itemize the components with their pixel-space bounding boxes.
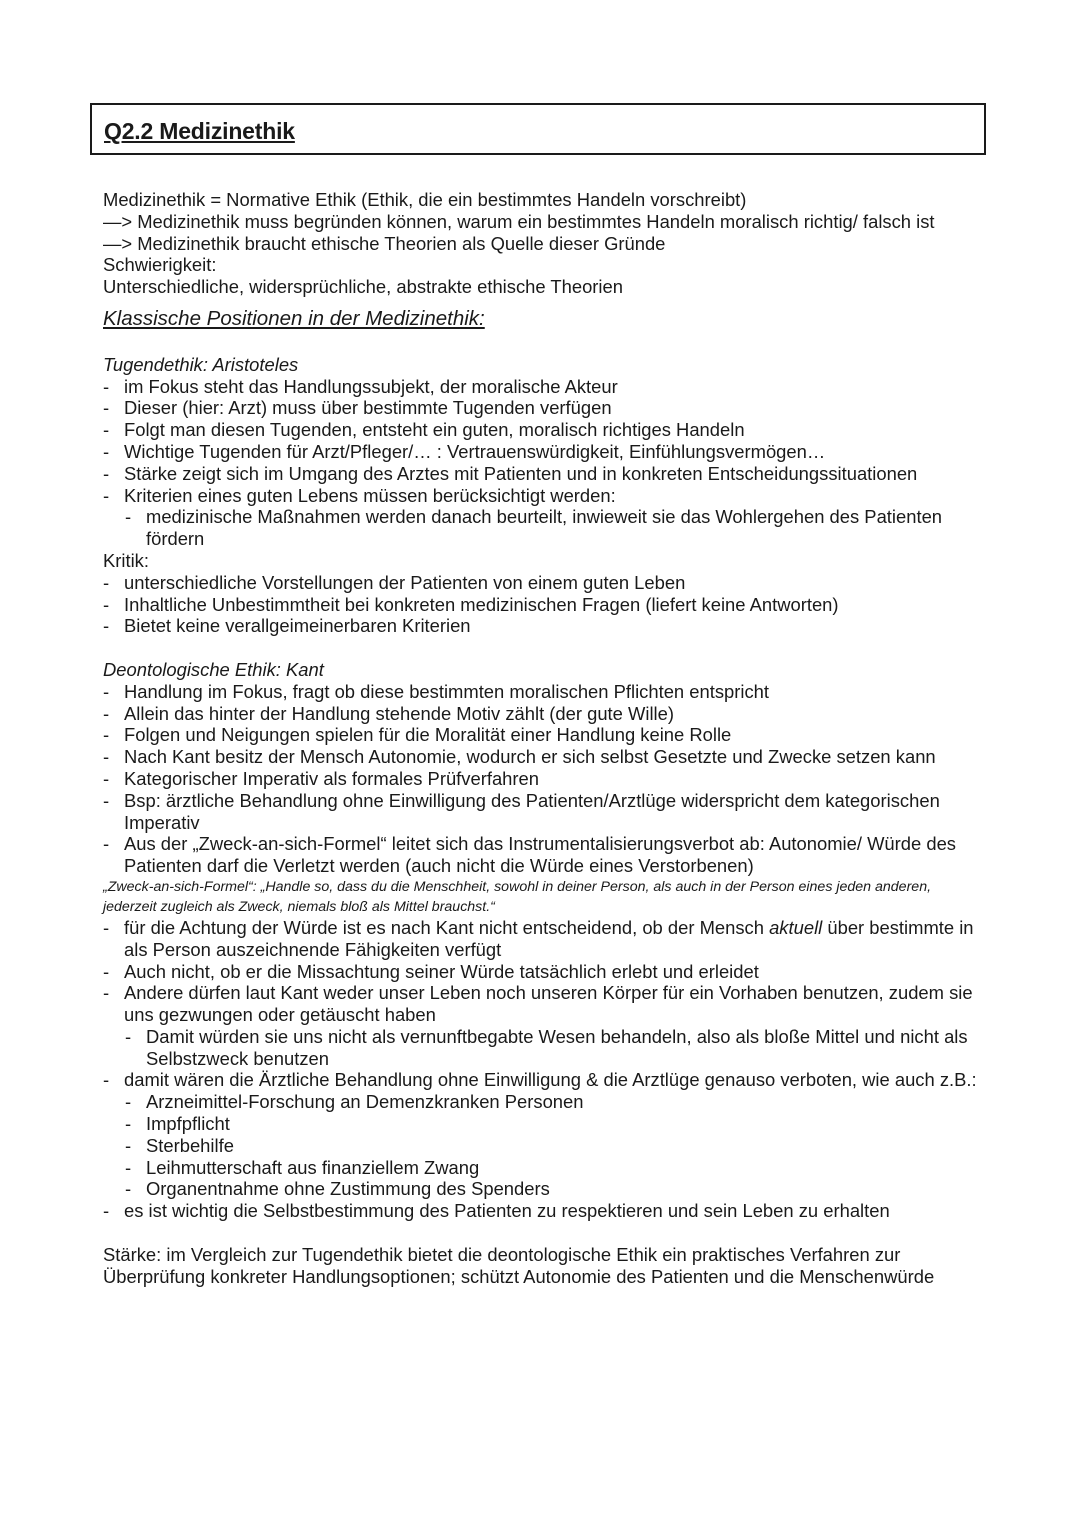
intro-line: Unterschiedliche, widersprüchliche, abstrakte ethische Theorien [103, 276, 623, 298]
list-item: - Kategorischer Imperativ als formales Prüfverfahren [103, 768, 983, 790]
list-item: - Bietet keine verallgeimeinerbaren Kriterien [103, 615, 983, 637]
kritik-label: Kritik: [103, 549, 149, 571]
tugendethik-list [103, 376, 983, 550]
kritik-list [103, 572, 983, 637]
list-item: - Kriterien eines guten Lebens müssen berücksichtigt werden: [103, 485, 983, 507]
intro-line: —> Medizinethik braucht ethische Theorien als Quelle dieser Gründe [103, 232, 666, 254]
deontologie-heading: Deontologische Ethik: Kant [103, 658, 324, 680]
deontologie-list-2 [103, 917, 983, 1222]
tugendethik-heading: Tugendethik: Aristoteles [103, 353, 299, 375]
sub-list-item: - Organentnahme ohne Zustimmung des Spenders [103, 1178, 983, 1200]
title-box [90, 103, 986, 155]
list-item: - Wichtige Tugenden für Arzt/Pfleger/… : Vertrauenswürdigkeit, Einfühlungsvermögen… [103, 441, 983, 463]
intro-line: Medizinethik = Normative Ethik (Ethik, die ein bestimmtes Handeln vorschreibt) [103, 189, 747, 210]
list-item: - Nach Kant besitz der Mensch Autonomie, wodurch er sich selbst Gesetzte und Zwecke setzen kann [103, 746, 983, 768]
deontologie-list [103, 681, 983, 877]
staerke-paragraph: Stärke: im Vergleich zur Tugendethik bietet die deontologische Ethik ein praktisches Verfahren zur Überprüfung konkreter Handlungsoptionen; schützt Autonomie des Patienten und die Menschenwürde [103, 1243, 935, 1287]
list-item: - Handlung im Fokus, fragt ob diese bestimmten moralischen Pflichten entspricht [103, 681, 983, 703]
section-heading: Klassische Positionen in der Medizinethik: [103, 306, 485, 330]
sub-list-item: - Arzneimittel-Forschung an Demenzkranken Personen [103, 1091, 983, 1113]
list-item: - Bsp: ärztliche Behandlung ohne Einwilligung des Patienten/Arztlüge widerspricht dem kategorischen Imperativ [103, 790, 983, 834]
document-body [103, 189, 983, 1287]
emphasis-aktuell: aktuell [769, 916, 823, 938]
list-item: - damit wären die Ärztliche Behandlung ohne Einwilligung & die Arztlüge genauso verboten, wie auch z.B.: [103, 1069, 983, 1091]
intro-line: Schwierigkeit: [103, 254, 217, 276]
sub-list-item: - Damit würden sie uns nicht als vernunftbegabte Wesen behandeln, also als bloße Mittel und nicht als Selbstzweck benutzen [103, 1026, 983, 1070]
list-item: - Stärke zeigt sich im Umgang des Arztes mit Patienten und in konkreten Entscheidungssituationen [103, 463, 983, 485]
list-item: - im Fokus steht das Handlungssubjekt, der moralische Akteur [103, 376, 983, 398]
list-item: - Inhaltliche Unbestimmtheit bei konkreten medizinischen Fragen (liefert keine Antworten) [103, 594, 983, 616]
kant-quote: „Zweck-an-sich-Formel“: „Handle so, dass du die Menschheit, sowohl in deiner Person, als auch in der Person eines jeden anderen, jederzeit zugleich als Zweck, niemals bloß als Mittel brauchst.“ [103, 878, 932, 915]
list-item: - für die Achtung der Würde ist es nach Kant nicht entscheidend, ob der Mensch aktuell über bestimmte in als Person auszeichnende Fähigkeiten verfügt [103, 917, 983, 961]
sub-list-item: - Impfpflicht [103, 1113, 983, 1135]
list-item: - Aus der „Zweck-an-sich-Formel“ leitet sich das Instrumentalisierungsverbot ab: Autonomie/ Würde des Patienten darf die Verletzt werden (auch nicht die Würde eines Verstorbenen) [103, 833, 983, 877]
list-item: - Folgen und Neigungen spielen für die Moralität einer Handlung keine Rolle [103, 724, 983, 746]
sub-list-item: - medizinische Maßnahmen werden danach beurteilt, inwieweit sie das Wohlergehen des Patienten fördern [103, 506, 983, 550]
sub-list-item: - Leihmutterschaft aus finanziellem Zwang [103, 1157, 983, 1179]
list-item: - unterschiedliche Vorstellungen der Patienten von einem guten Leben [103, 572, 983, 594]
list-item: - Folgt man diesen Tugenden, entsteht ein guten, moralisch richtiges Handeln [103, 419, 983, 441]
sub-list-item: - Sterbehilfe [103, 1135, 983, 1157]
list-item: - Auch nicht, ob er die Missachtung seiner Würde tatsächlich erlebt und erleidet [103, 961, 983, 983]
list-item: - es ist wichtig die Selbstbestimmung des Patienten zu respektieren und sein Leben zu erhalten [103, 1200, 983, 1222]
list-item: - Allein das hinter der Handlung stehende Motiv zählt (der gute Wille) [103, 703, 983, 725]
page-title: Q2.2 Medizinethik [104, 118, 295, 144]
intro-line: —> Medizinethik muss begründen können, warum ein bestimmtes Handeln moralisch richtig/ falsch ist [103, 210, 935, 232]
list-item: - Dieser (hier: Arzt) muss über bestimmte Tugenden verfügen [103, 397, 983, 419]
list-item: - Andere dürfen laut Kant weder unser Leben noch unseren Körper für ein Vorhaben benutzen, zudem sie uns gezwungen oder getäuscht haben [103, 982, 983, 1026]
